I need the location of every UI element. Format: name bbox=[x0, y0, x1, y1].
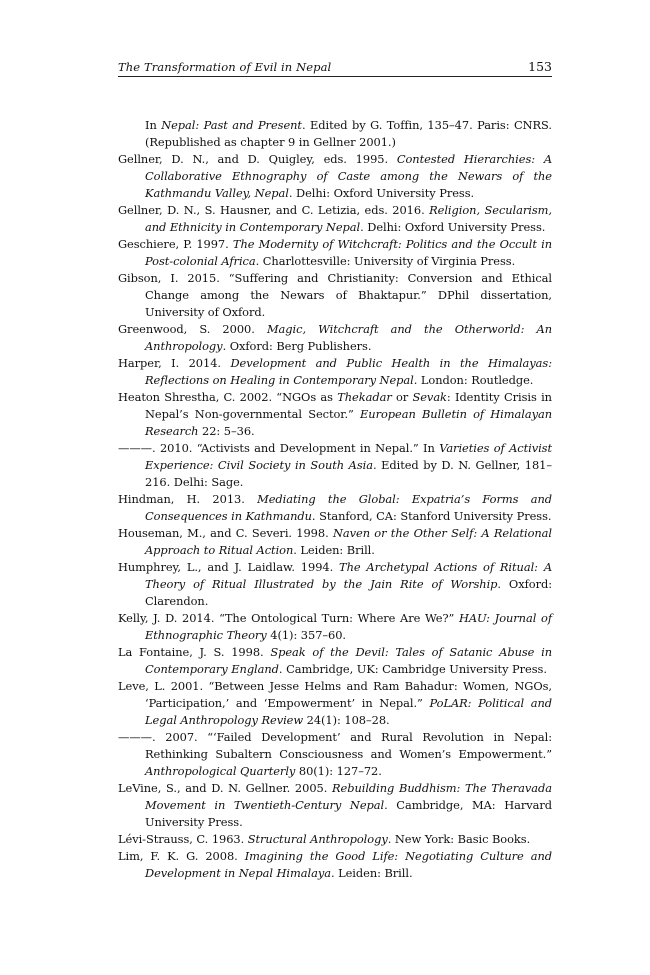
reference-text: Geschiere, P. 1997. bbox=[118, 237, 233, 251]
reference-entry bbox=[118, 355, 552, 389]
reference-entry bbox=[118, 389, 552, 440]
reference-text: La Fontaine, J. S. 1998. bbox=[118, 645, 271, 659]
reference-entry bbox=[118, 610, 552, 644]
reference-text: Gellner, D. N., S. Hausner, and C. Letizia, eds. 2016. bbox=[118, 203, 430, 217]
reference-list bbox=[118, 117, 552, 882]
reference-title: European Bulletin of Himalayan Research bbox=[145, 407, 552, 438]
reference-title: Thekadar bbox=[337, 390, 392, 404]
reference-text: Humphrey, L., and J. Laidlaw. 1994. bbox=[118, 560, 340, 574]
running-head bbox=[118, 58, 552, 77]
page-number: 153 bbox=[528, 59, 552, 74]
reference-text: Hindman, H. 2013. bbox=[118, 492, 258, 506]
reference-title: Nepal: Past and Present bbox=[161, 118, 302, 132]
reference-text: or bbox=[391, 390, 413, 404]
reference-text: . Delhi: Oxford University Press. bbox=[360, 220, 546, 234]
reference-text: ———. 2010. “Activists and Development in Nepal.” In bbox=[118, 441, 440, 455]
reference-entry bbox=[118, 440, 552, 491]
reference-text: . Charlottesville: University of Virginia Press. bbox=[255, 254, 516, 268]
reference-text: 22: 5–36. bbox=[198, 424, 255, 438]
reference-entry bbox=[118, 729, 552, 780]
reference-entry bbox=[118, 236, 552, 270]
reference-title: The Archetypal Actions of Ritual: A Theory of Ritual Illustrated by the Jain Rite of Worship bbox=[145, 560, 552, 591]
reference-entry bbox=[118, 525, 552, 559]
reference-entry bbox=[118, 321, 552, 355]
reference-title: Contested Hierarchies: A Collaborative Ethnography of Caste among the Newars of the Kathmandu Valley, Nepal bbox=[145, 152, 552, 200]
reference-title: Religion, Secularism, and Ethnicity in Contemporary Nepal bbox=[145, 203, 552, 234]
reference-text: : Identity Crisis in Nepal’s Non-governmental Sector.” bbox=[145, 390, 552, 421]
reference-entry bbox=[118, 848, 552, 882]
reference-text: . Oxford: Berg Publishers. bbox=[222, 339, 372, 353]
reference-title: Sevak bbox=[412, 390, 447, 404]
reference-title: Magic, Witchcraft and the Otherworld: An Anthropology bbox=[145, 322, 553, 353]
reference-entry bbox=[118, 831, 552, 848]
reference-text: Harper, I. 2014. bbox=[118, 356, 231, 370]
reference-text: . Stanford, CA: Stanford University Press. bbox=[311, 509, 552, 523]
reference-entry bbox=[118, 151, 552, 202]
reference-text: ———. 2007. “‘Failed Development’ and Rural Revolution in Nepal: Rethinking Subaltern Consciousness and Women’s Empowerment.” bbox=[118, 730, 552, 761]
reference-title: Varieties of Activist Experience: Civil Society in South Asia bbox=[145, 441, 553, 472]
reference-text: . Leiden: Brill. bbox=[330, 866, 413, 880]
reference-text: Gibson, I. 2015. “Suffering and Christianity: Conversion and Ethical Change among the Newars of Bhaktapur.” DPhil dissertation, University of Oxford. bbox=[118, 271, 552, 319]
reference-text: LeVine, S., and D. N. Gellner. 2005. bbox=[118, 781, 332, 795]
reference-text: 80(1): 127–72. bbox=[295, 764, 382, 778]
reference-text: . Leiden: Brill. bbox=[293, 543, 375, 557]
reference-text: 24(1): 108–28. bbox=[303, 713, 390, 727]
reference-text: In bbox=[145, 118, 162, 132]
reference-text: Leve, L. 2001. “Between Jesse Helms and Ram Bahadur: Women, NGOs, ‘Participation,’ and ‘Empowerment’ in Nepal.” bbox=[118, 679, 552, 710]
reference-text: . New York: Basic Books. bbox=[387, 832, 531, 846]
reference-title: Imagining the Good Life: Negotiating Culture and Development in Nepal Himalaya bbox=[145, 849, 552, 880]
reference-text: . London: Routledge. bbox=[413, 373, 534, 387]
reference-text: Lim, F. K. G. 2008. bbox=[118, 849, 245, 863]
reference-title: Rebuilding Buddhism: The Theravada Movement in Twentieth-Century Nepal bbox=[145, 781, 553, 812]
reference-text: Gellner, D. N., and D. Quigley, eds. 1995. bbox=[118, 152, 397, 166]
reference-text: Lévi-Strauss, C. 1963. bbox=[118, 832, 248, 846]
reference-text: Heaton Shrestha, C. 2002. “NGOs as bbox=[118, 390, 338, 404]
reference-title: Structural Anthropology bbox=[247, 832, 388, 846]
reference-entry bbox=[118, 270, 552, 321]
reference-entry bbox=[118, 559, 552, 610]
reference-text: 4(1): 357–60. bbox=[266, 628, 347, 642]
reference-title: Speak of the Devil: Tales of Satanic Abuse in Contemporary England bbox=[145, 645, 553, 676]
reference-entry bbox=[118, 780, 552, 831]
reference-title: Anthropological Quarterly bbox=[145, 764, 296, 778]
reference-entry bbox=[118, 678, 552, 729]
reference-entry bbox=[118, 491, 552, 525]
reference-text: . Oxford: Clarendon. bbox=[145, 577, 552, 608]
reference-text: . Delhi: Oxford University Press. bbox=[288, 186, 475, 200]
reference-title: PoLAR: Political and Legal Anthropology Review bbox=[145, 696, 552, 727]
reference-entry bbox=[118, 202, 552, 236]
reference-title: HAU: Journal of Ethnographic Theory bbox=[145, 611, 552, 642]
reference-entry bbox=[118, 644, 552, 678]
reference-text: Greenwood, S. 2000. bbox=[118, 322, 267, 336]
reference-text: . Cambridge, MA: Harvard University Press. bbox=[145, 798, 552, 829]
running-title: The Transformation of Evil in Nepal bbox=[118, 60, 332, 74]
reference-continuation bbox=[118, 117, 552, 151]
reference-text: . Edited by D. N. Gellner, 181–216. Delhi: Sage. bbox=[145, 458, 552, 489]
reference-text: . Cambridge, UK: Cambridge University Press. bbox=[278, 662, 547, 676]
reference-title: Naven or the Other Self: A Relational Approach to Ritual Action bbox=[145, 526, 553, 557]
reference-text: . Edited by G. Toffin, 135–47. Paris: CNRS. (Republished as chapter 9 in Gellner 2001.) bbox=[145, 118, 552, 149]
reference-text: Houseman, M., and C. Severi. 1998. bbox=[118, 526, 333, 540]
reference-title: The Modernity of Witchcraft: Politics and the Occult in Post-colonial Africa bbox=[145, 237, 552, 268]
reference-title: Development and Public Health in the Himalayas: Reflections on Healing in Contemporary Nepal bbox=[145, 356, 552, 387]
reference-title: Mediating the Global: Expatria’s Forms and Consequences in Kathmandu bbox=[145, 492, 552, 523]
reference-text: Kelly, J. D. 2014. “The Ontological Turn: Where Are We?” bbox=[118, 611, 459, 625]
